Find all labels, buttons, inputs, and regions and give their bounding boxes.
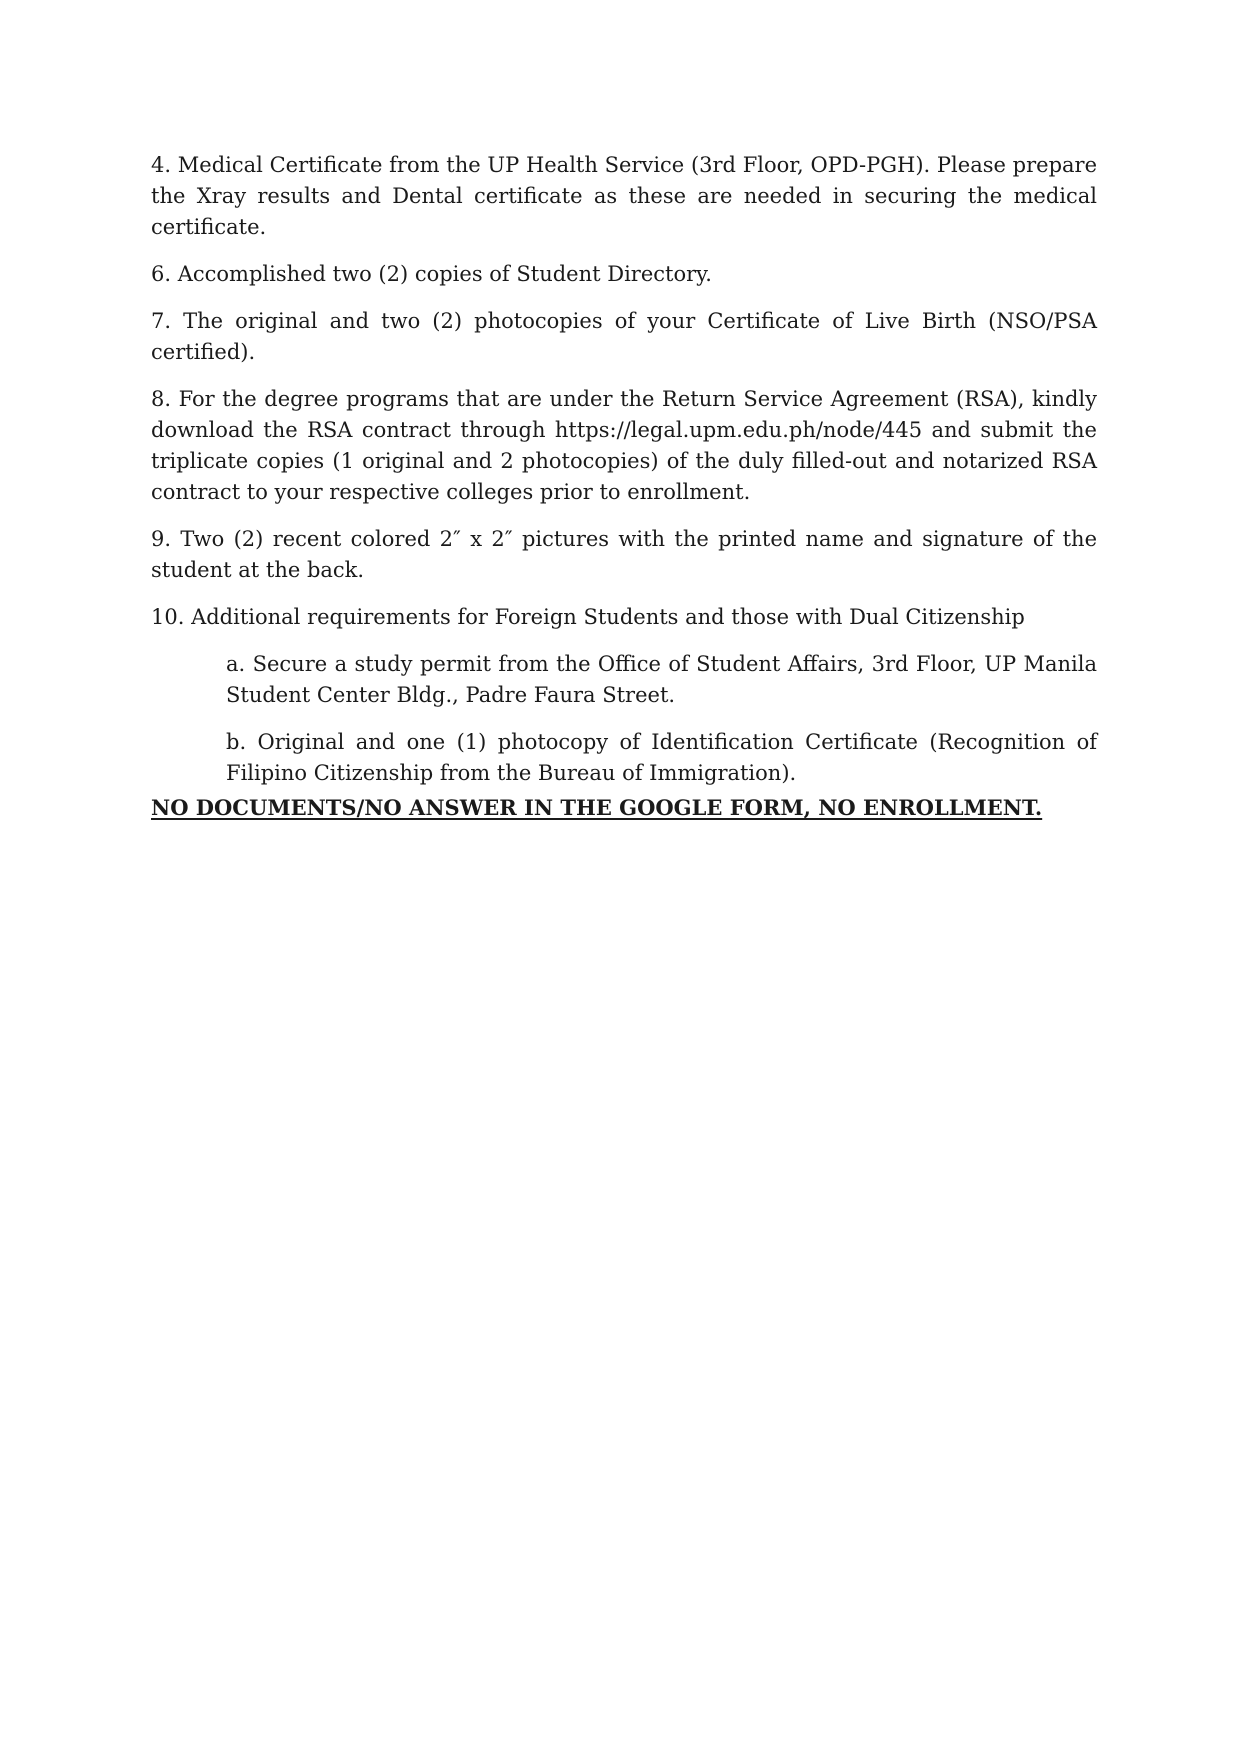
requirement-item-6: 6. Accomplished two (2) copies of Student Directory. (151, 262, 712, 286)
requirement-subitem-a: a. Secure a study permit from the Office of Student Affairs, 3rd Floor, UP Manila Student Center Bldg., Padre Faura Street. (226, 652, 1097, 707)
requirement-subitem-b: b. Original and one (1) photocopy of Identification Certificate (Recognition of Filipino Citizenship from the Bureau of Immigration). (226, 730, 1097, 785)
foreign-student-requirements (226, 649, 1097, 789)
requirement-item-8: 8. For the degree programs that are under the Return Service Agreement (RSA), kindly download the RSA contract through https://legal.upm.edu.ph/node/445 and submit the triplicate copies (1 original and 2 photocopies) of the duly filled-out and notarized RSA contract to your respective colleges prior to enrollment. (151, 387, 1097, 504)
document-body (151, 150, 1097, 805)
enrollment-notice: NO DOCUMENTS/NO ANSWER IN THE GOOGLE FORM, NO ENROLLMENT. (151, 795, 1043, 820)
requirement-item-10: 10. Additional requirements for Foreign Students and those with Dual Citizenship (151, 605, 1025, 629)
requirement-item-9: 9. Two (2) recent colored 2″ x 2″ pictures with the printed name and signature of the student at the back. (151, 527, 1097, 582)
requirement-item-7: 7. The original and two (2) photocopies of your Certificate of Live Birth (NSO/PSA certified). (151, 309, 1097, 364)
requirement-item-4: 4. Medical Certificate from the UP Health Service (3rd Floor, OPD-PGH). Please prepare the Xray results and Dental certificate as these are needed in securing the medical certificate. (151, 153, 1097, 239)
